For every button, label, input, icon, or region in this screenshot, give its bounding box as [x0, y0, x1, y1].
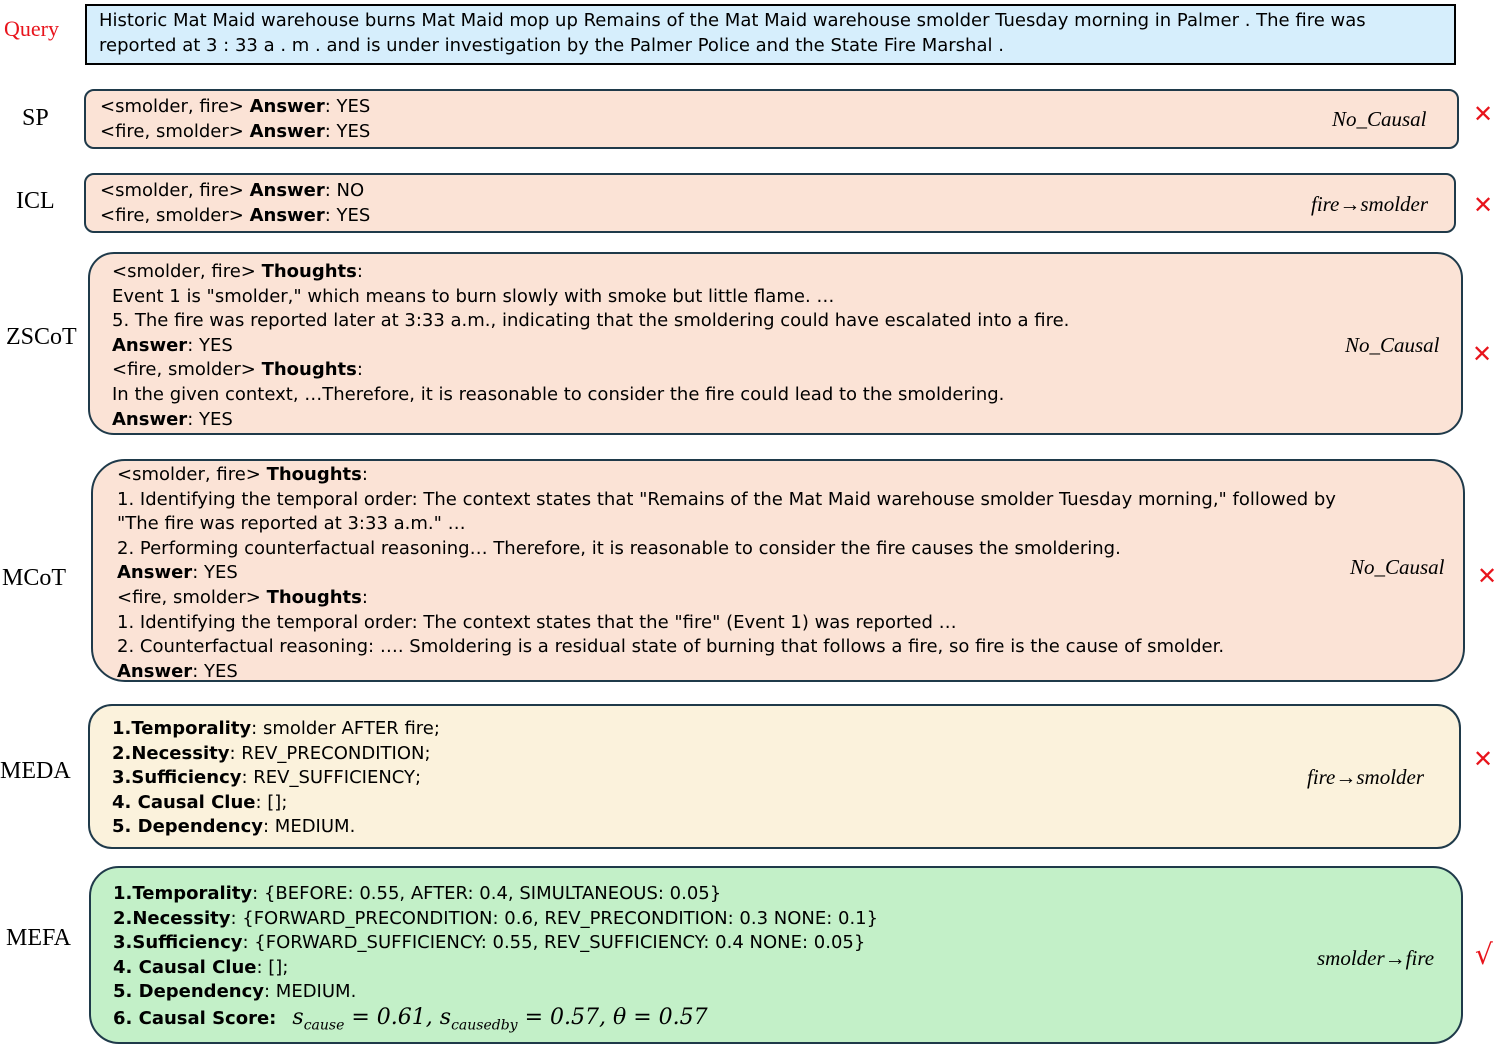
line-value: : REV_PRECONDITION;	[229, 742, 431, 764]
line-value: :	[356, 359, 363, 381]
query-label: Query	[4, 16, 59, 41]
line-value: : REV_SUFFICIENCY;	[241, 767, 422, 789]
line-text: <smolder, fire>	[112, 261, 262, 282]
response-line	[113, 980, 1451, 1005]
line-text: 2. Performing counterfactual reasoning… Therefore, it is reasonable to consider the fire causes the smoldering.	[117, 537, 1121, 559]
response-line	[112, 408, 1451, 433]
check-mark-icon: √	[1475, 938, 1493, 971]
verdict-zscot: No_Causal	[1345, 333, 1440, 357]
response-line	[100, 120, 1447, 145]
response-line	[112, 309, 1451, 334]
line-text: <smolder, fire>	[100, 96, 250, 117]
response-line	[117, 660, 1453, 685]
row-label-icl: ICL	[16, 188, 55, 214]
row-label-zscot: ZSCoT	[6, 324, 77, 350]
line-key: Answer	[249, 120, 325, 142]
line-key: 4. Causal Clue	[113, 956, 257, 978]
line-value: : [];	[255, 791, 288, 813]
response-line	[117, 635, 1453, 660]
line-text: <fire, smolder>	[112, 359, 262, 381]
verdict-meda: fire→smolder	[1307, 765, 1425, 789]
response-line	[112, 334, 1451, 359]
response-line	[112, 742, 1449, 767]
line-key: 5. Dependency	[113, 981, 264, 1003]
response-line	[112, 383, 1451, 408]
wrong-mark-icon: ✕	[1473, 100, 1494, 128]
response-line	[112, 285, 1451, 310]
line-key: 2.Necessity	[112, 742, 230, 764]
line-value: :	[356, 261, 363, 282]
line-value: : YES	[192, 562, 238, 584]
query-text: Historic Mat Maid warehouse burns Mat Maid mop up Remains of the Mat Maid warehouse smolder Tuesday morning in Palmer . The fire was reported at 3 : 33 a . m . and is under investigation by the Palmer Police and the State Fire Marshal .	[85, 4, 1456, 65]
line-value: :	[361, 464, 368, 485]
verdict-mefa: smolder→fire	[1317, 946, 1435, 970]
line-value: : MEDIUM.	[263, 816, 356, 838]
line-text: <smolder, fire>	[100, 180, 250, 201]
line-text: 2. Counterfactual reasoning: …. Smoldering is a residual state of burning that follows a fire, so fire is the cause of smolder.	[117, 636, 1225, 658]
line-key: Answer	[112, 334, 188, 356]
line-value: : YES	[187, 334, 233, 356]
response-line	[112, 260, 1451, 285]
response-box-mefa	[89, 866, 1463, 1044]
line-value: : smolder AFTER fire;	[251, 718, 440, 739]
response-line	[113, 907, 1451, 932]
line-key: Answer	[249, 96, 325, 117]
line-key: Thoughts	[261, 359, 357, 381]
line-value: : YES	[187, 408, 233, 430]
line-text: <fire, smolder>	[100, 120, 250, 142]
line-key: 1.Temporality	[113, 883, 253, 904]
line-key: 3.Sufficiency	[113, 932, 243, 954]
line-key: 4. Causal Clue	[112, 791, 256, 813]
response-line	[100, 204, 1444, 229]
line-value: :	[361, 586, 368, 608]
verdict-mcot: No_Causal	[1350, 555, 1445, 579]
line-value: : YES	[192, 660, 238, 682]
response-box-icl	[84, 173, 1456, 233]
wrong-mark-icon: ✕	[1477, 562, 1497, 590]
row-label-sp: SP	[22, 105, 49, 131]
line-key: Answer	[112, 408, 188, 430]
response-box-sp	[84, 89, 1459, 149]
row-label-mcot: MCoT	[2, 565, 67, 591]
line-text: <fire, smolder>	[100, 204, 250, 226]
response-box-meda	[88, 704, 1461, 849]
line-text: 1. Identifying the temporal order: The context states that "Remains of the Mat Maid warehouse smolder Tuesday morning," followed by	[117, 488, 1336, 510]
response-box-mcot	[91, 459, 1465, 682]
line-key: Thoughts	[261, 261, 357, 282]
response-line	[112, 358, 1451, 383]
line-text: In the given context, …Therefore, it is reasonable to consider the fire could lead to the smoldering.	[112, 383, 1005, 405]
line-key: Answer	[117, 660, 193, 682]
line-value: : {BEFORE: 0.55, AFTER: 0.4, SIMULTANEOUS: 0.05}	[252, 883, 722, 904]
line-key: Thoughts	[266, 586, 362, 608]
response-line	[117, 488, 1453, 513]
causal-score-formula: $s_{cause} = 0.61$, $s_{causedby} = 0.57$, θ = 0.57	[292, 1004, 708, 1034]
line-text: Event 1 is "smolder," which means to burn slowly with smoke but little flame. …	[112, 285, 835, 307]
response-line	[117, 512, 1453, 537]
line-text: "The fire was reported at 3:33 a.m." …	[117, 513, 466, 535]
line-text: <smolder, fire>	[117, 464, 267, 485]
response-line	[100, 95, 1447, 120]
verdict-sp: No_Causal	[1332, 107, 1427, 131]
line-key: 2.Necessity	[113, 907, 231, 929]
line-key: Thoughts	[266, 464, 362, 485]
response-line	[117, 586, 1453, 611]
line-key: 1.Temporality	[112, 718, 252, 739]
response-line	[113, 882, 1451, 907]
response-line	[112, 717, 1449, 742]
line-value: : YES	[324, 96, 371, 117]
response-line	[117, 611, 1453, 636]
line-value: : {FORWARD_PRECONDITION: 0.6, REV_PRECONDITION: 0.3 NONE: 0.1}	[230, 907, 879, 929]
line-value: : MEDIUM.	[264, 981, 357, 1003]
row-label-meda: MEDA	[0, 758, 71, 784]
line-key: Answer	[117, 562, 193, 584]
line-key: 5. Dependency	[112, 816, 263, 838]
line-value: : {FORWARD_SUFFICIENCY: 0.55, REV_SUFFICIENCY: 0.4 NONE: 0.05}	[242, 932, 866, 954]
line-text: 5. The fire was reported later at 3:33 a.m., indicating that the smoldering could have escalated into a fire.	[112, 310, 1070, 332]
verdict-icl: fire→smolder	[1311, 192, 1429, 216]
wrong-mark-icon: ✕	[1472, 340, 1493, 368]
line-key: Answer	[249, 204, 325, 226]
response-line	[112, 815, 1449, 840]
line-value: : NO	[324, 180, 365, 201]
wrong-mark-icon: ✕	[1473, 191, 1494, 219]
response-line	[113, 931, 1451, 956]
line-key: Answer	[249, 180, 325, 201]
response-line	[112, 791, 1449, 816]
response-line	[117, 463, 1453, 488]
response-line	[113, 956, 1451, 981]
response-line	[117, 561, 1453, 586]
response-box-zscot	[88, 252, 1463, 435]
line-value: : YES	[324, 120, 371, 142]
line-text: 1. Identifying the temporal order: The context states that the "fire" (Event 1) was reported …	[117, 611, 957, 633]
line-value: : [];	[256, 956, 289, 978]
response-line	[117, 537, 1453, 562]
line-value: : YES	[324, 204, 371, 226]
line-key: 3.Sufficiency	[112, 767, 242, 789]
response-line	[100, 179, 1444, 204]
row-label-mefa: MEFA	[6, 925, 71, 951]
causal-score-line	[113, 1006, 1451, 1038]
line-text: <fire, smolder>	[117, 586, 267, 608]
causal-score-label: 6. Causal Score:	[113, 1007, 277, 1029]
wrong-mark-icon: ✕	[1473, 745, 1494, 773]
response-line	[112, 766, 1449, 791]
